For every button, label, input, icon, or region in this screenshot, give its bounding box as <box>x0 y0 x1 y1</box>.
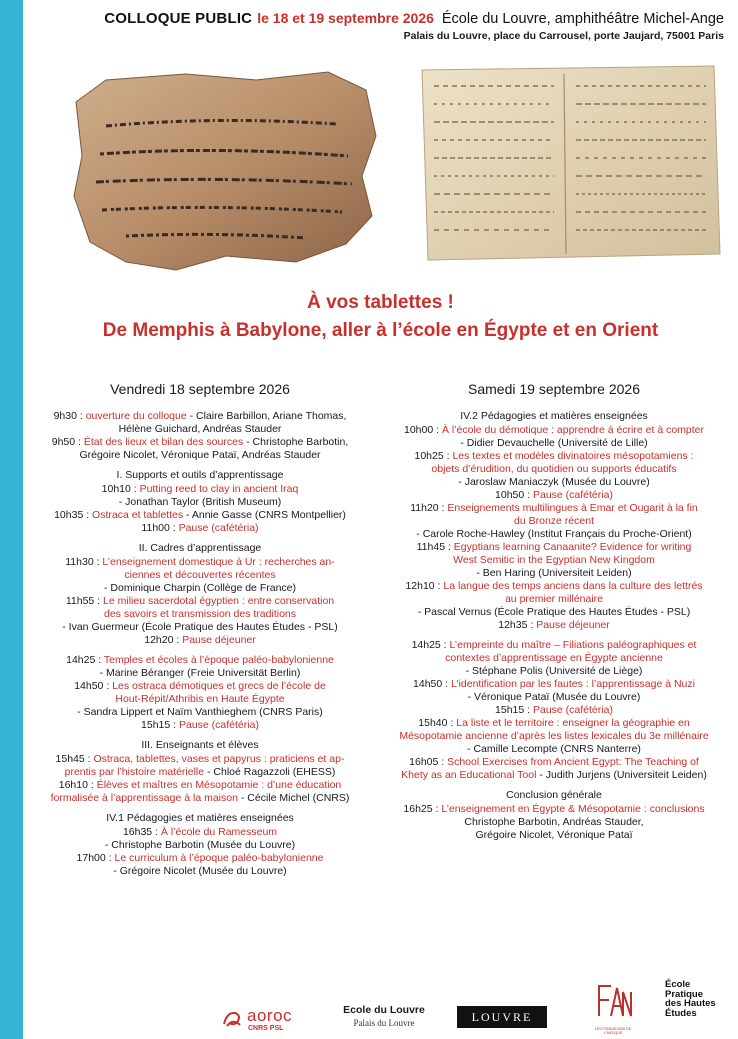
program-item-line <box>378 619 730 632</box>
talk-title: À l’école du démotique : apprendre à écrire et à compter <box>441 424 705 436</box>
speaker: Grégoire Nicolet, Véronique Pataï, Andréas Stauder <box>79 449 321 461</box>
speaker: - Carole Roche-Hawley (Institut Français du Proche-Orient) <box>416 528 692 540</box>
program-item-line <box>30 509 370 522</box>
aoroc-subtitle: CNRS PSL <box>248 1025 284 1032</box>
ephe-line-2: Pratique <box>665 988 704 1000</box>
day-heading: Vendredi 18 septembre 2026 <box>110 381 290 397</box>
program-item-line <box>30 852 370 865</box>
program-item-line <box>30 865 370 878</box>
program-item <box>378 704 730 717</box>
time: 16h35 : <box>122 826 161 838</box>
talk-title: Enseignements multilingues à Emar et Ougarit à la fin <box>447 502 698 514</box>
program-item <box>30 483 370 509</box>
section-heading: III. Enseignants et élèves <box>141 739 259 751</box>
program-section <box>378 410 730 632</box>
program-item <box>378 580 730 619</box>
time: 11h45 : <box>416 541 454 553</box>
talk-title: Ostraca et tablettes <box>92 509 184 521</box>
talk-title: Mésopotamie ancienne d’après les listes lexicales du 3e millénaire <box>399 730 709 742</box>
event-type: COLLOQUE PUBLIC <box>104 10 253 27</box>
speaker: - Dominique Charpin (Collège de France) <box>103 582 296 594</box>
program-item-line <box>30 693 370 706</box>
speaker: - Chloé Ragazzoli (EHESS) <box>204 766 336 778</box>
talk-title: L’empreinte du maître – Filiations paléographiques et <box>449 639 697 651</box>
event-dates: le 18 et 19 septembre 2026 <box>257 10 434 26</box>
day-2-sessions <box>378 410 730 842</box>
speaker: - Véronique Pataï (Musée du Louvre) <box>467 691 641 703</box>
program-section <box>30 654 370 732</box>
program-item <box>30 719 370 732</box>
time: 11h00 : <box>141 522 179 534</box>
talk-title: À l’école du Ramesseum <box>160 826 278 838</box>
ephe-line-3: des Hautes <box>665 998 716 1009</box>
program-item-line <box>378 528 730 541</box>
speaker: - Jonathan Taylor (British Museum) <box>118 496 282 508</box>
program-item <box>30 680 370 719</box>
talk-title: Ostraca, tablettes, vases et papyrus : praticiens et ap- <box>93 753 345 765</box>
talk-title: formalisée à l’apprentissage à la maison <box>50 792 238 804</box>
fan-subtitle: LES FONDATIONS DE L’ANTIQUE <box>594 1027 632 1035</box>
program-item-line <box>378 450 730 463</box>
program-item <box>378 424 730 450</box>
speaker: - Stéphane Polis (Université de Liège) <box>465 665 643 677</box>
program-item <box>30 595 370 634</box>
time: 14h25 : <box>411 639 450 651</box>
program-item <box>30 509 370 522</box>
program-item <box>378 678 730 704</box>
program-item-line <box>30 595 370 608</box>
time: 14h50 : <box>413 678 451 690</box>
program-item-line <box>30 608 370 621</box>
program-item-line <box>378 743 730 756</box>
time: 15h40 : <box>418 717 457 729</box>
time: 10h00 : <box>403 424 442 436</box>
program-item-line <box>378 424 730 437</box>
section-heading: I. Supports et outils d’apprentissage <box>116 469 284 481</box>
talk-title: ciennes et découvertes récentes <box>124 569 276 581</box>
program-item-line <box>378 541 730 554</box>
section-heading: IV.1 Pédagogies et matières enseignées <box>106 812 294 824</box>
program-item-line <box>30 779 370 792</box>
program-item-line <box>30 753 370 766</box>
talk-title: L’enseignement domestique à Ur : recherches an- <box>102 556 335 568</box>
day-1-sessions <box>30 410 370 878</box>
talk-title: Élèves et maîtres en Mésopotamie : d’une éducation <box>96 779 342 791</box>
program-item-line <box>378 606 730 619</box>
program-item-line <box>30 556 370 569</box>
time: 15h15 : <box>141 719 179 731</box>
time: 9h30 : <box>53 410 86 422</box>
program-item-line <box>378 463 730 476</box>
program-item-line <box>30 634 370 647</box>
speaker: - Cécile Michel (CNRS) <box>237 792 350 804</box>
time: 12h35 : <box>498 619 537 631</box>
speaker: - Annie Gasse (CNRS Montpellier) <box>183 509 346 521</box>
event-venue: École du Louvre, amphithéâtre Michel-Ange <box>441 11 724 27</box>
speaker: - Sandra Lippert et Naïm Vanthieghem (CNRS Paris) <box>77 706 323 718</box>
program-item-line <box>30 423 370 436</box>
program-item <box>378 803 730 842</box>
program-section <box>30 469 370 535</box>
speaker: - Christophe Barbotin, <box>243 436 349 448</box>
talk-title: Pause (cafétéria) <box>178 522 259 534</box>
ecole-du-louvre-logo <box>341 1004 427 1034</box>
speaker: Grégoire Nicolet, Véronique Pataï <box>475 829 633 841</box>
edl-subtitle: Palais du Louvre <box>353 1018 415 1028</box>
speaker: - Marine Béranger (Freie Universität Berlin) <box>99 667 301 679</box>
time: 15h15 : <box>495 704 533 716</box>
speaker: - Jaroslaw Maniaczyk (Musée du Louvre) <box>458 476 650 488</box>
program-item <box>378 489 730 502</box>
talk-title: Le curriculum à l’époque paléo-babylonienne <box>114 852 324 864</box>
talk-title: Pause (cafétéria) <box>532 704 613 716</box>
talk-title: La langue des temps anciens dans la culture des lettrés <box>443 580 703 592</box>
time: 16h05 : <box>409 756 448 768</box>
time: 10h50 : <box>495 489 533 501</box>
program-day-2 <box>378 383 730 842</box>
program-item-line <box>30 792 370 805</box>
program-item <box>30 753 370 779</box>
header-line-1 <box>30 10 724 27</box>
fan-monogram-icon <box>593 980 633 1020</box>
speaker: - Grégoire Nicolet (Musée du Louvre) <box>113 865 287 877</box>
day-heading: Samedi 19 septembre 2026 <box>468 381 640 397</box>
program-item <box>378 619 730 632</box>
program-item <box>30 852 370 878</box>
program-item-line <box>378 593 730 606</box>
program-item-line <box>30 522 370 535</box>
program-item-line <box>30 654 370 667</box>
aoroc-emblem-icon <box>221 1008 243 1030</box>
program-item-line <box>378 437 730 450</box>
program-item <box>378 450 730 489</box>
program-item-line <box>30 621 370 634</box>
time: 14h25 : <box>66 654 104 666</box>
speaker: Hélène Guichard, Andréas Stauder <box>118 423 282 435</box>
time: 11h20 : <box>410 502 448 514</box>
talk-title: Temples et écoles à l’époque paléo-babylonienne <box>103 654 334 666</box>
talk-title: objets d’érudition, du quotidien ou supports éducatifs <box>431 463 677 475</box>
time: 12h10 : <box>405 580 444 592</box>
program-item <box>378 502 730 541</box>
program-item-line <box>30 449 370 462</box>
talk-title: contextes d’apprentissage en Égypte ancienne <box>445 652 663 664</box>
program-item-line <box>378 678 730 691</box>
program-item <box>30 436 370 462</box>
time: 9h50 : <box>51 436 84 448</box>
section-heading: Conclusion générale <box>506 789 602 801</box>
talk-title: Pause (cafétéria) <box>178 719 259 731</box>
aoroc-wordmark: aoroc <box>247 1006 293 1025</box>
program-item-line <box>378 691 730 704</box>
program-item-line <box>378 816 730 829</box>
program-item <box>378 639 730 678</box>
talk-title: La liste et le territoire : enseigner la géographie en <box>456 717 690 729</box>
program-item-line <box>378 567 730 580</box>
speaker: - Camille Lecompte (CNRS Nanterre) <box>467 743 641 755</box>
talk-title: ouverture du colloque <box>85 410 187 422</box>
program-item-line <box>30 436 370 449</box>
program-item-line <box>378 704 730 717</box>
program-item-line <box>30 582 370 595</box>
program-item-line <box>30 706 370 719</box>
program-item-line <box>378 730 730 743</box>
speaker: Christophe Barbotin, Andréas Stauder, <box>464 816 644 828</box>
main-subtitle: De Memphis à Babylone, aller à l’école en Égypte et en Orient <box>102 320 659 341</box>
program-item-line <box>30 826 370 839</box>
program-item-line <box>30 839 370 852</box>
program-item-line <box>378 665 730 678</box>
talk-title: du Bronze récent <box>514 515 594 527</box>
talk-title: au premier millénaire <box>504 593 604 605</box>
ephe-logo <box>665 980 735 1036</box>
program-item <box>378 717 730 756</box>
program-item-line <box>30 496 370 509</box>
program-item-line <box>378 489 730 502</box>
program-item-line <box>30 766 370 779</box>
program-item-line <box>30 569 370 582</box>
talk-title: Putting reed to clay in ancient Iraq <box>139 483 299 495</box>
talk-title: Pause déjeuner <box>182 634 256 646</box>
talk-title: L’enseignement en Égypte & Mésopotamie : conclusions <box>441 803 705 815</box>
talk-title: prentis par l’histoire matérielle <box>64 766 205 778</box>
talk-title: Hout-Répit/Athribis en Haute Égypte <box>115 693 285 705</box>
louvre-wordmark: LOUVRE <box>471 1010 533 1024</box>
program-item-line <box>378 652 730 665</box>
ephe-line-4: Études <box>665 1007 697 1019</box>
program-item <box>378 756 730 782</box>
speaker: - Ben Haring (Universiteit Leiden) <box>476 567 632 579</box>
program-item-line <box>378 639 730 652</box>
time: 15h45 : <box>55 753 94 765</box>
talk-title: Pause déjeuner <box>536 619 610 631</box>
louvre-logo <box>457 1006 547 1028</box>
partner-logos <box>23 979 738 1036</box>
program-item <box>30 779 370 805</box>
program-item <box>30 654 370 680</box>
program-section <box>378 789 730 842</box>
time: 12h20 : <box>144 634 183 646</box>
talk-title: L’identification par les fautes : l’apprentissage à Nuzi <box>450 678 695 690</box>
program-section <box>30 812 370 878</box>
ephe-line-1: École <box>665 979 691 990</box>
program-item <box>30 522 370 535</box>
talk-title: des savoirs et transmission des traditions <box>104 608 296 620</box>
section-heading: IV.2 Pédagogies et matières enseignées <box>460 410 648 422</box>
program-item-line <box>378 803 730 816</box>
fondations-antique-logo <box>593 980 637 1036</box>
speaker: - Claire Barbillon, Ariane Thomas, <box>186 410 347 422</box>
program-item <box>30 826 370 852</box>
time: 16h10 : <box>58 779 97 791</box>
program-item-line <box>378 580 730 593</box>
program-item-line <box>378 756 730 769</box>
aoroc-logo <box>221 1006 307 1032</box>
program-item-line <box>378 476 730 489</box>
speaker: - Pascal Vernus (École Pratique des Hautes Études - PSL) <box>417 606 691 618</box>
talk-title: Le milieu sacerdotal égyptien : entre conservation <box>103 595 335 607</box>
left-color-stripe <box>0 0 23 1039</box>
header <box>30 10 724 42</box>
section-heading: II. Cadres d’apprentissage <box>138 542 262 554</box>
talk-title: West Semitic in the Egyptian New Kingdom <box>453 554 655 566</box>
talk-title: Egyptians learning Canaanite? Evidence for writing <box>453 541 692 553</box>
speaker: - Judith Jurjens (Universiteit Leiden) <box>536 769 707 781</box>
program-item-line <box>30 483 370 496</box>
time: 10h35 : <box>54 509 93 521</box>
speaker: - Ivan Guermeur (École Pratique des Hautes Études - PSL) <box>62 621 338 633</box>
event-address: Palais du Louvre, place du Carrousel, porte Jaujard, 75001 Paris <box>403 30 724 42</box>
main-title: À vos tablettes ! <box>307 292 454 313</box>
program-item-line <box>378 829 730 842</box>
speaker: - Christophe Barbotin (Musée du Louvre) <box>104 839 296 851</box>
program-item-line <box>378 717 730 730</box>
program-item-line <box>30 410 370 423</box>
talk-title: School Exercises from Ancient Egypt: The Teaching of <box>447 756 699 768</box>
time: 11h55 : <box>65 595 104 607</box>
time: 11h30 : <box>65 556 103 568</box>
program-item-line <box>30 667 370 680</box>
time: 10h25 : <box>414 450 453 462</box>
time: 17h00 : <box>76 852 115 864</box>
talk-title: Les textes et modèles divinatoires mésopotamiens : <box>452 450 694 462</box>
speaker: - Didier Devauchelle (Université de Lille) <box>460 437 648 449</box>
program-item-line <box>378 554 730 567</box>
talk-title: Pause (cafétéria) <box>532 489 613 501</box>
time: 10h10 : <box>101 483 140 495</box>
time: 16h25 : <box>403 803 442 815</box>
program-item-line <box>378 502 730 515</box>
program-item <box>378 541 730 580</box>
program-item <box>30 634 370 647</box>
program-item-line <box>30 680 370 693</box>
program-item-line <box>378 515 730 528</box>
program-section <box>30 410 370 462</box>
hieratic-ostracon-image <box>66 66 380 276</box>
time: 14h50 : <box>74 680 113 692</box>
program-item <box>30 410 370 436</box>
program-section <box>30 739 370 805</box>
program-day-1 <box>30 383 370 878</box>
program-item-line <box>378 769 730 782</box>
program-section <box>378 639 730 782</box>
program-item <box>30 556 370 595</box>
program-section <box>30 542 370 647</box>
cuneiform-tablet-image <box>414 64 722 262</box>
talk-title: État des lieux et bilan des sources <box>83 436 244 448</box>
program-item-line <box>30 719 370 732</box>
talk-title: Les ostraca démotiques et grecs de l’école de <box>112 680 326 692</box>
talk-title: Khety as an Educational Tool <box>401 769 537 781</box>
edl-name: Ecole du Louvre <box>343 1004 425 1016</box>
